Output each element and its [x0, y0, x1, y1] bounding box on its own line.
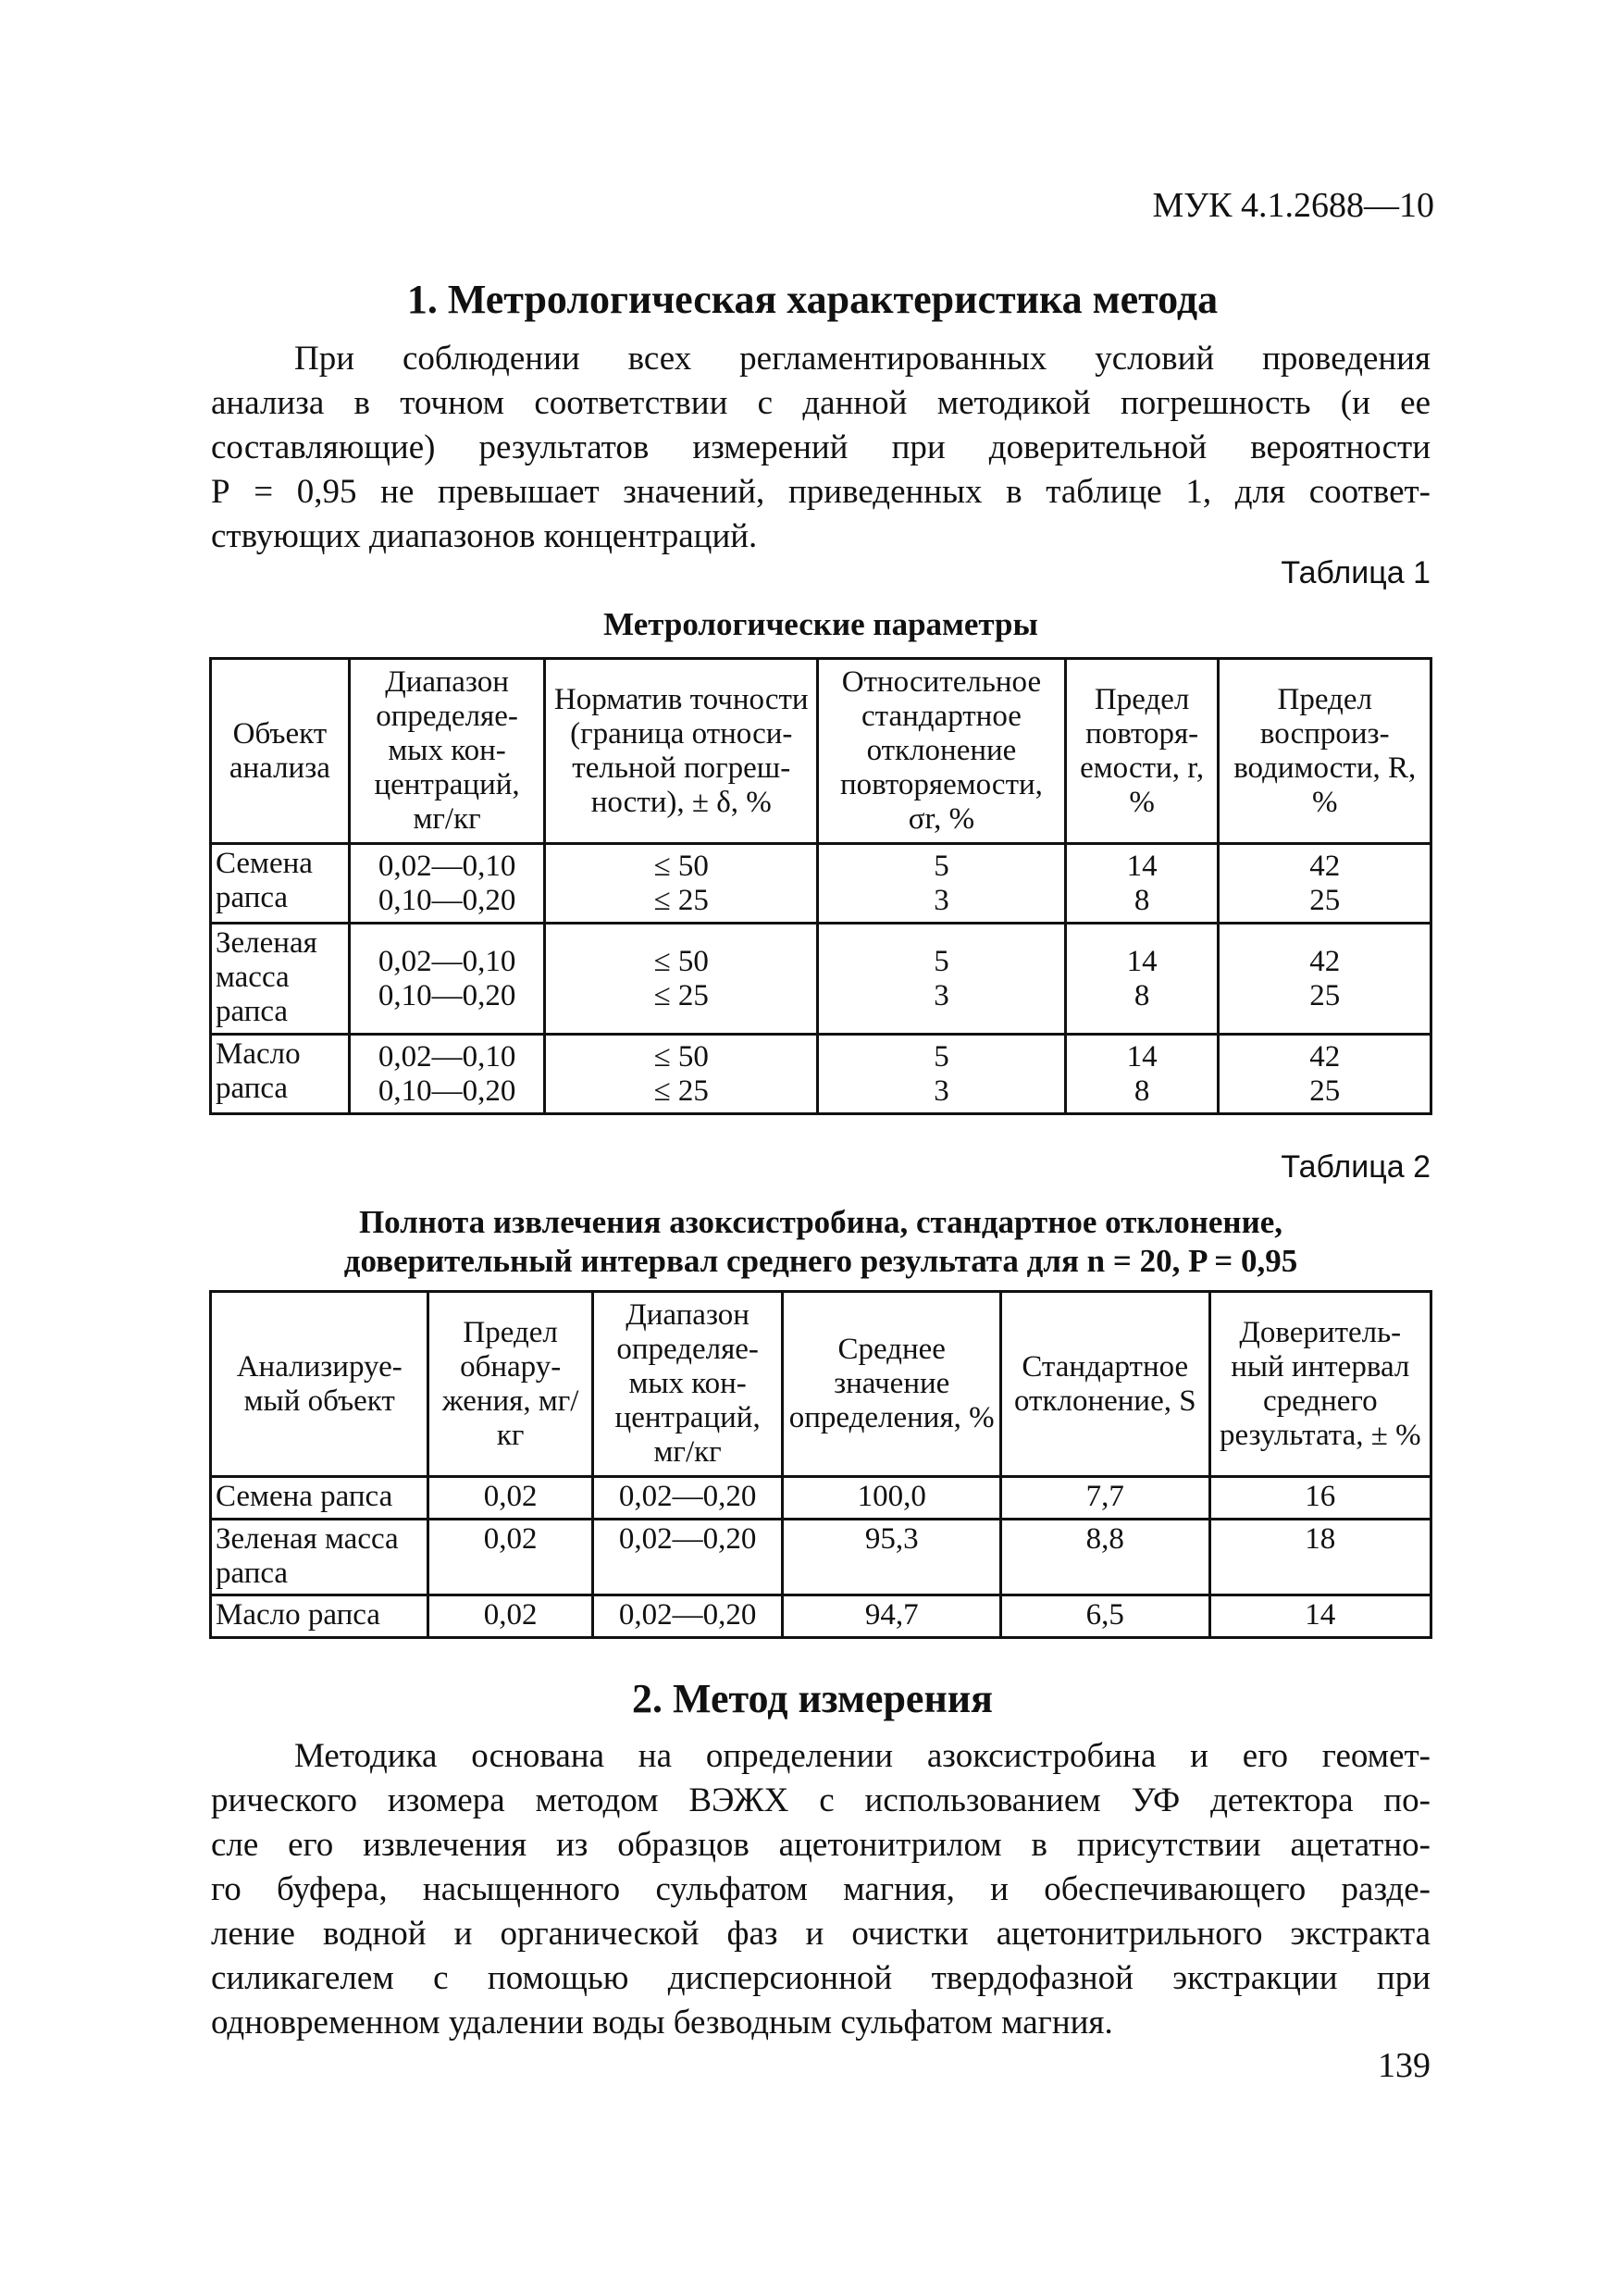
- cell-object: Семена рапса: [211, 844, 350, 924]
- section-1-paragraph: [211, 337, 1431, 559]
- cell-repeatability: 14 8: [1065, 1035, 1219, 1114]
- table-row: [211, 1520, 1431, 1595]
- cell-conf-interval: 16: [1209, 1477, 1431, 1520]
- table-1-header-cell: Предел повторя-емости, r, %: [1065, 659, 1219, 844]
- cell-lod: 0,02: [428, 1520, 592, 1595]
- cell-object: Масло рапса: [211, 1035, 350, 1114]
- cell-conf-interval: 14: [1209, 1595, 1431, 1638]
- table-1-header-row: [211, 659, 1431, 844]
- table-1-header-cell: Диапазон определяе-мых кон-центраций, мг/кг: [349, 659, 545, 844]
- cell-reproducibility: 42 25: [1219, 1035, 1431, 1114]
- cell-object: Масло рапса: [211, 1595, 428, 1638]
- table-2-header-cell: Доверитель-ный интервал среднего результата, ± %: [1209, 1292, 1431, 1477]
- paragraph-line: сле его извлечения из образцов ацетонитрилом в присутствии ацетатно-: [211, 1826, 1431, 1864]
- page-number: 139: [1378, 2046, 1431, 2085]
- cell-mean: 94,7: [783, 1595, 1001, 1638]
- cell-object: Зеленая масса рапса: [211, 924, 350, 1035]
- table-2-header-cell: Анализируе-мый объект: [211, 1292, 428, 1477]
- cell-mean: 100,0: [783, 1477, 1001, 1520]
- paragraph-line: ление водной и органической фаз и очистки ацетонитрильного экстракта: [211, 1915, 1431, 1953]
- table-1-header-cell: Предел воспроиз-водимости, R, %: [1219, 659, 1431, 844]
- paragraph-line: ствующих диапазонов концентраций.: [211, 517, 758, 555]
- paragraph-line: Методика основана на определении азоксистробина и его геомет-: [294, 1737, 1431, 1775]
- table-row: [211, 1477, 1431, 1520]
- cell-rel-sd: 5 3: [818, 924, 1066, 1035]
- table-2: [209, 1290, 1432, 1639]
- cell-repeatability: 14 8: [1065, 844, 1219, 924]
- cell-range: 0,02—0,20: [592, 1477, 783, 1520]
- paragraph-line: го буфера, насыщенного сульфатом магния, и обеспечивающего разде-: [211, 1870, 1431, 1908]
- cell-mean: 95,3: [783, 1520, 1001, 1595]
- paragraph-line: анализа в точном соответствии с данной методикой погрешность (и ее: [211, 384, 1431, 422]
- paragraph-line: рического изомера методом ВЭЖХ с использованием УФ детектора по-: [211, 1781, 1431, 1819]
- paragraph-line: составляющие) результатов измерений при доверительной вероятности: [211, 428, 1431, 466]
- table-row: [211, 1595, 1431, 1638]
- table-1: [209, 657, 1432, 1115]
- cell-lod: 0,02: [428, 1595, 592, 1638]
- cell-std-dev: 6,5: [1000, 1595, 1209, 1638]
- table-2-header-row: [211, 1292, 1431, 1477]
- cell-object: Семена рапса: [211, 1477, 428, 1520]
- document-code: МУК 4.1.2688—10: [1152, 186, 1434, 225]
- cell-range: 0,02—0,10 0,10—0,20: [349, 1035, 545, 1114]
- table-2-title-line-1: Полнота извлечения азоксистробина, стандартное отклонение,: [358, 1204, 1283, 1240]
- table-1-header-cell: Норматив точности (граница относи-тельной погреш-ности), ± δ, %: [545, 659, 818, 844]
- table-2-header-cell: Диапазон определяе-мых кон-центраций, мг/кг: [592, 1292, 783, 1477]
- table-row: [211, 1035, 1431, 1114]
- cell-accuracy: ≤ 50 ≤ 25: [545, 924, 818, 1035]
- cell-accuracy: ≤ 50 ≤ 25: [545, 1035, 818, 1114]
- cell-range: 0,02—0,10 0,10—0,20: [349, 924, 545, 1035]
- table-2-header-cell: Стандартное отклонение, S: [1000, 1292, 1209, 1477]
- table-2-title: [211, 1203, 1431, 1281]
- cell-std-dev: 7,7: [1000, 1477, 1209, 1520]
- paragraph-line: одновременном удалении воды безводным сульфатом магния.: [211, 2004, 1113, 2042]
- cell-repeatability: 14 8: [1065, 924, 1219, 1035]
- section-2-paragraph: [211, 1734, 1431, 2045]
- cell-lod: 0,02: [428, 1477, 592, 1520]
- cell-reproducibility: 42 25: [1219, 844, 1431, 924]
- table-1-header-cell: Относительное стандартное отклонение повторяемости, σr, %: [818, 659, 1066, 844]
- paragraph-line: Р = 0,95 не превышает значений, приведенных в таблице 1, для соответ-: [211, 473, 1431, 511]
- table-2-title-line-2: доверительный интервал среднего результата для n = 20, P = 0,95: [343, 1243, 1298, 1279]
- table-2-header-cell: Предел обнару-жения, мг/кг: [428, 1292, 592, 1477]
- section-1-title: 1. Метрологическая характеристика метода: [406, 277, 1219, 322]
- table-1-title: Метрологические параметры: [603, 606, 1038, 642]
- cell-range: 0,02—0,20: [592, 1595, 783, 1638]
- cell-rel-sd: 5 3: [818, 844, 1066, 924]
- cell-range: 0,02—0,20: [592, 1520, 783, 1595]
- section-2-title: 2. Метод измерения: [632, 1676, 993, 1721]
- table-1-label: Таблица 1: [1281, 555, 1431, 590]
- cell-std-dev: 8,8: [1000, 1520, 1209, 1595]
- cell-rel-sd: 5 3: [818, 1035, 1066, 1114]
- cell-reproducibility: 42 25: [1219, 924, 1431, 1035]
- cell-range: 0,02—0,10 0,10—0,20: [349, 844, 545, 924]
- table-1-header-cell: Объект анализа: [211, 659, 350, 844]
- paragraph-line: При соблюдении всех регламентированных условий проведения: [294, 340, 1431, 378]
- table-row: [211, 924, 1431, 1035]
- cell-accuracy: ≤ 50 ≤ 25: [545, 844, 818, 924]
- paragraph-line: силикагелем с помощью дисперсионной твердофазной экстракции при: [211, 1959, 1431, 1997]
- table-2-header-cell: Среднее значение определения, %: [783, 1292, 1001, 1477]
- cell-object: Зеленая масса рапса: [211, 1520, 428, 1595]
- cell-conf-interval: 18: [1209, 1520, 1431, 1595]
- table-row: [211, 844, 1431, 924]
- table-2-label: Таблица 2: [1281, 1149, 1431, 1185]
